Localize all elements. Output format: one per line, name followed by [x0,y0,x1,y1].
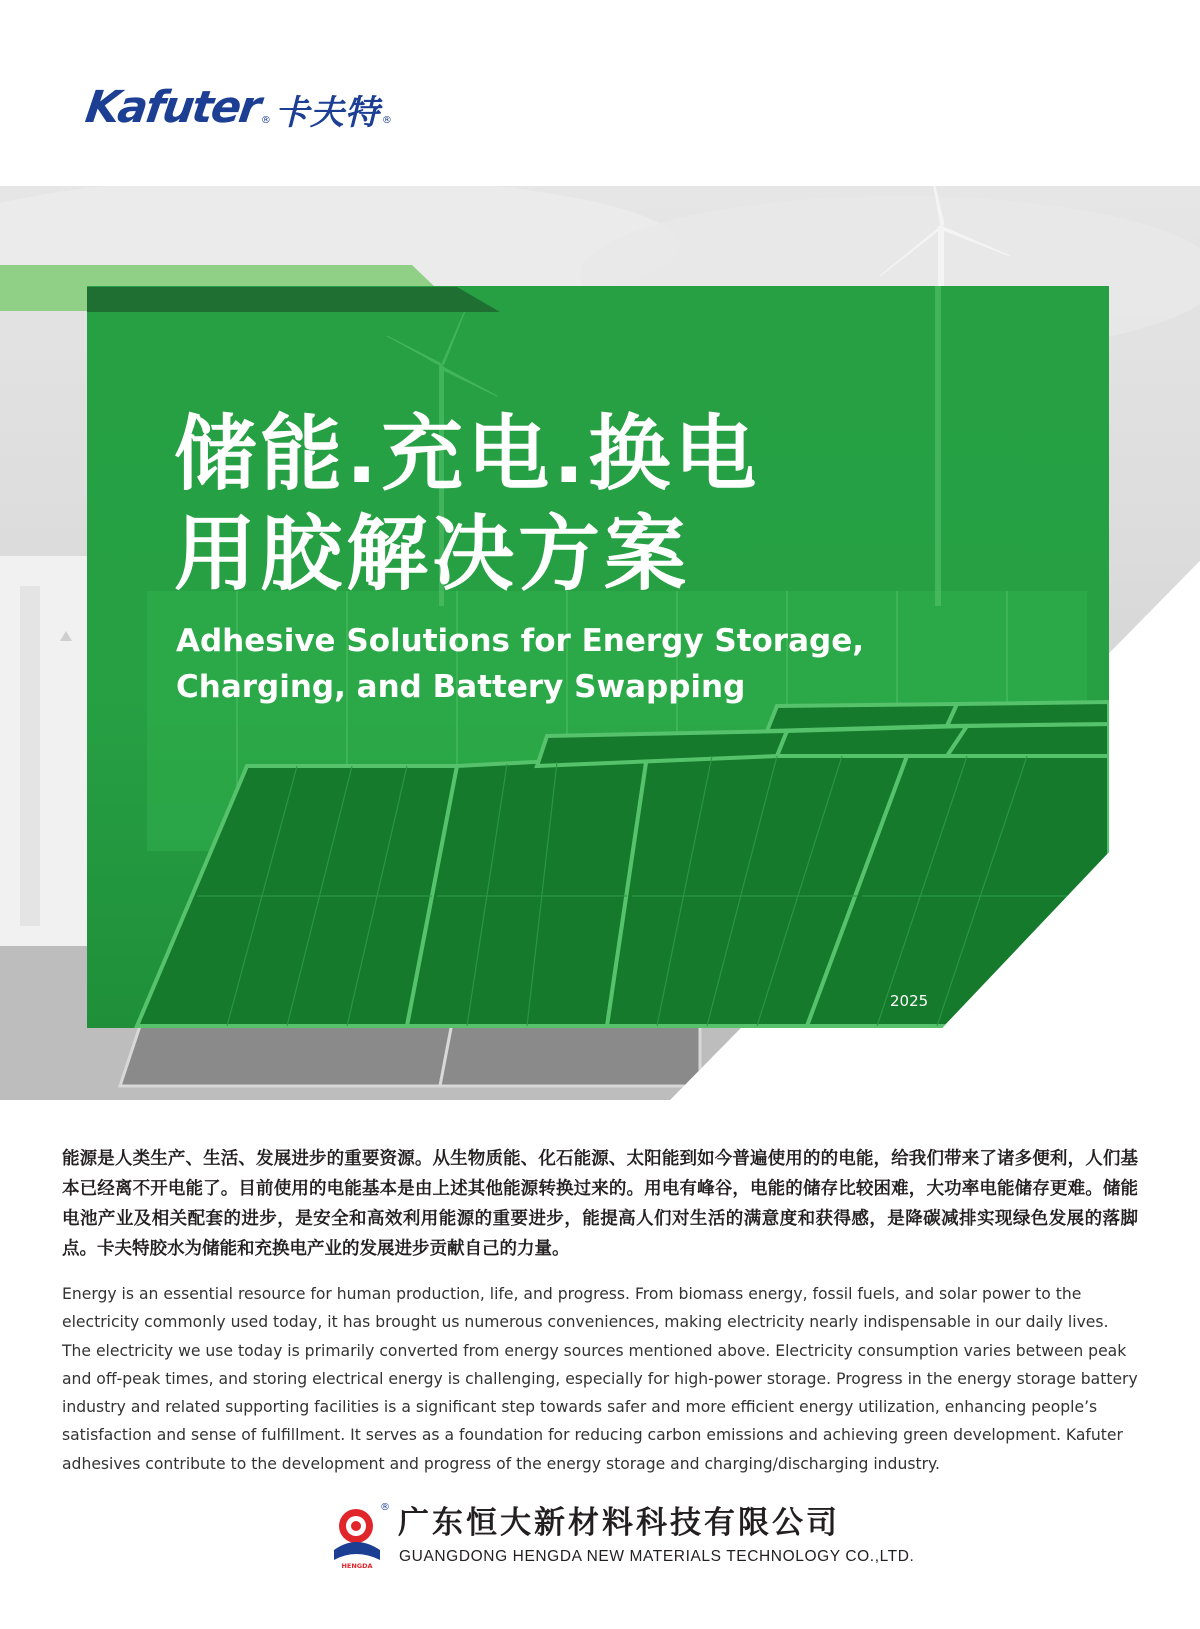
registered-mark-cn: ® [381,115,392,126]
logo-wordmark-cn: 卡夫特 [274,93,380,133]
logo-wordmark-en: Kafuter [82,82,263,133]
accent-band-dark [87,287,500,312]
footer-logo-text: HENGDA [341,1562,373,1570]
intro-paragraph-cn: 能源是人类生产、生活、发展进步的重要资源。从生物质能、化石能源、太阳能到如今普遍使用的的电能，给我们带来了诸多便利，人们基本已经离不开电能了。目前使用的电能基本是由上述其他能源转换过来的。用电有峰谷，电能的储存比较困难，大功率电能储存更难。储能电池产业及相关配套的进步，是安全和高效利用能源的重要进步，能提高人们对生活的满意度和获得感，是降碳减排实现绿色发展的落脚点。卡夫特胶水为储能和充换电产业的发展进步贡献自己的力量。 [62,1149,1138,1259]
hero-title-cn: 储能.充电.换电 用胶解决方案 [174,407,761,602]
hero-title-en: Adhesive Solutions for Energy Storage, Charging, and Battery Swapping [176,623,865,705]
company-name-en: GUANGDONG HENGDA NEW MATERIALS TECHNOLOGY CO.,LTD. [399,1548,915,1565]
company-name-cn: 广东恒大新材料科技有限公司 [398,1505,840,1541]
publication-year: 2025 [890,992,929,1010]
kafuter-logo [82,70,396,133]
hengda-logo-icon [328,1500,392,1570]
registered-mark: ® [260,115,271,126]
intro-paragraph-en: Energy is an essential resource for human production, life, and progress. From biomass energy, fossil fuels, and solar power to the electricity commonly used today, it has brought us numerous conveniences, making electricity nearly indispensable in our daily lives. The electricity we use today is primarily converted from energy sources mentioned above. Electricity consumption varies between peak and off-peak times, and storing electrical energy is challenging, especially for high-power storage. Progress in the energy storage battery industry and related supporting facilities is a significant step towards safer and more efficient energy utilization, enhancing people’s satisfaction and sense of fulfillment. It serves as a foundation for reducing carbon emissions and achieving green development. Kafuter adhesives contribute to the development and progress of the energy storage and charging/discharging industry. [62,1285,1138,1473]
footer-registered-mark: ® [380,1502,390,1513]
